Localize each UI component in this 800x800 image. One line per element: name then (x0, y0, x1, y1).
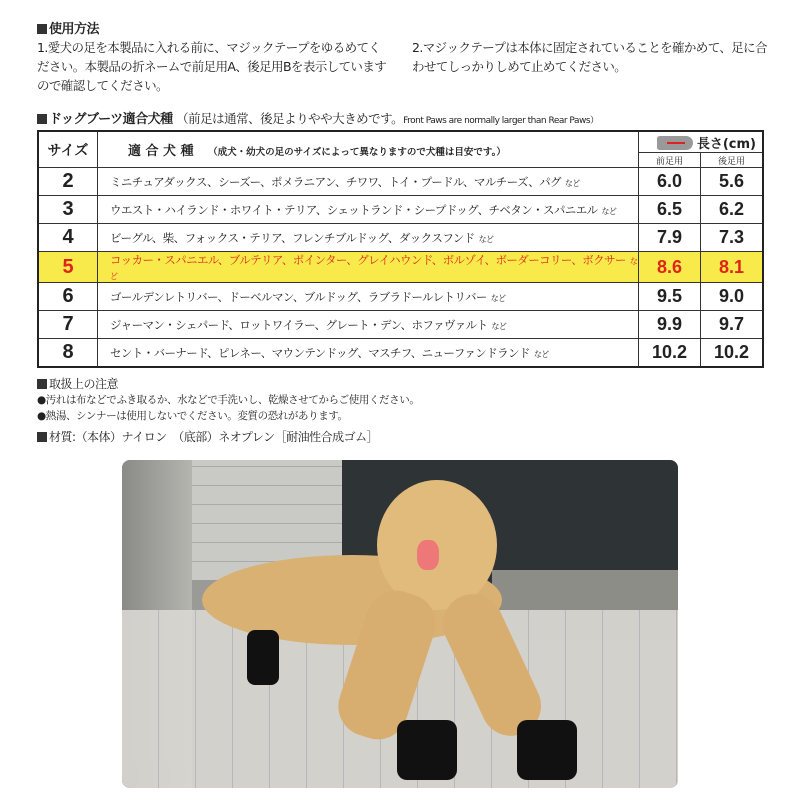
care-heading: 取扱上の注意 (37, 375, 118, 392)
front-length-cell: 9.9 (639, 311, 701, 339)
etc-label: など (564, 178, 580, 188)
boot-icon (657, 136, 693, 150)
etc-label: など (601, 206, 617, 216)
front-length-cell: 6.5 (639, 196, 701, 224)
etc-label: など (491, 321, 507, 331)
breeds-text: ビーグル、柴、フォックス・テリア、フレンチブルドッグ、ダックスフンド (110, 230, 475, 245)
size-cell: 6 (38, 283, 98, 311)
boot-front-left (397, 720, 457, 780)
table-row (38, 283, 763, 311)
rear-length-cell: 7.3 (701, 224, 764, 252)
size-cell: 3 (38, 196, 98, 224)
usage-step-1: 1.愛犬の足を本製品に入れる前に、マジックテープをゆるめてください。本製品の折ネームで前足用A、後足用Bを表示していますので確認してください。 (37, 40, 387, 93)
size-cell: 8 (38, 339, 98, 368)
usage-step-2: 2.マジックテープは本体に固定されていることを確かめて、足に合わせてしっかりしめて止めてください。 (412, 40, 767, 74)
front-length-cell: 8.6 (639, 252, 701, 283)
col-size: サイズ (38, 131, 98, 168)
size-table (37, 130, 764, 368)
front-length-cell: 10.2 (639, 339, 701, 368)
table-row (38, 224, 763, 252)
rear-length-cell: 9.7 (701, 311, 764, 339)
usage-heading: 使用方法 (37, 18, 99, 37)
front-length-cell: 7.9 (639, 224, 701, 252)
rear-length-cell: 10.2 (701, 339, 764, 368)
dog-tongue (417, 540, 439, 570)
table-row (38, 196, 763, 224)
fit-note-en: Front Paws are normally larger than Rear Paws） (403, 116, 599, 126)
col-breed-note: （成犬・幼犬の足のサイズによって異なりますので犬種は目安です。） (208, 147, 506, 158)
care-item-1: ●汚れは布などでふき取るか、水などで手洗いし、乾燥させてからご使用ください。 (37, 394, 420, 406)
fit-heading-line (37, 108, 599, 127)
rear-length-cell: 9.0 (701, 283, 764, 311)
table-row (38, 252, 763, 283)
product-photo-dog-wearing-boots (122, 460, 678, 788)
fit-heading: ドッグブーツ適合犬種 (37, 112, 173, 127)
breeds-text: セント・バーナード、ピレネー、マウンテンドッグ、マスチフ、ニューファンドランド (110, 345, 530, 360)
breeds-text: コッカー・スパニエル、ブルテリア、ポインター、グレイハウンド、ボルゾイ、ボーダーコリー、ボクサー (110, 253, 626, 267)
col-length-label: 長さ(cm) (696, 136, 756, 152)
boot-rear (247, 630, 279, 685)
rear-length-cell: 6.2 (701, 196, 764, 224)
etc-label: など (533, 349, 549, 359)
care-item-2: ●熱湯、シンナーは使用しないでください。変質の恐れがあります。 (37, 410, 348, 422)
breeds-cell (98, 283, 639, 311)
col-breed-label: 適 合 犬 種 (128, 144, 194, 159)
size-cell: 2 (38, 168, 98, 196)
material-heading: 材質:（本体）ナイロン （底部）ネオプレン［耐油性合成ゴム］ (37, 428, 378, 445)
col-rear: 後足用 (701, 153, 764, 168)
etc-label: など (478, 234, 494, 244)
breeds-text: ウエスト・ハイランド・ホワイト・テリア、シェットランド・シープドッグ、チベタン・スパニエル (110, 202, 598, 217)
breeds-cell (98, 252, 639, 283)
breeds-cell (98, 339, 639, 368)
breeds-text: ミニチュアダックス、シーズー、ポメラニアン、チワワ、トイ・プードル、マルチーズ、パグ (110, 174, 561, 189)
breeds-cell (98, 196, 639, 224)
etc-label: など (490, 293, 506, 303)
breeds-cell (98, 311, 639, 339)
breeds-text: ゴールデンレトリバー、ドーベルマン、ブルドッグ、ラブラドールレトリバー (110, 289, 487, 304)
boot-front-right (517, 720, 577, 780)
etc-label: など (110, 257, 638, 281)
col-length (639, 131, 764, 153)
breeds-cell (98, 224, 639, 252)
col-front: 前足用 (639, 153, 701, 168)
fit-note: （前足は通常、後足よりやや大きめです。 (176, 111, 404, 126)
col-breed (98, 131, 639, 168)
table-row (38, 339, 763, 368)
breeds-cell (98, 168, 639, 196)
breeds-text: ジャーマン・シェパード、ロットワイラー、グレート・デン、ホファヴァルト (110, 317, 488, 332)
size-cell: 5 (38, 252, 98, 283)
size-cell: 4 (38, 224, 98, 252)
front-length-cell: 6.0 (639, 168, 701, 196)
size-cell: 7 (38, 311, 98, 339)
table-row (38, 168, 763, 196)
rear-length-cell: 5.6 (701, 168, 764, 196)
front-length-cell: 9.5 (639, 283, 701, 311)
table-row (38, 311, 763, 339)
rear-length-cell: 8.1 (701, 252, 764, 283)
